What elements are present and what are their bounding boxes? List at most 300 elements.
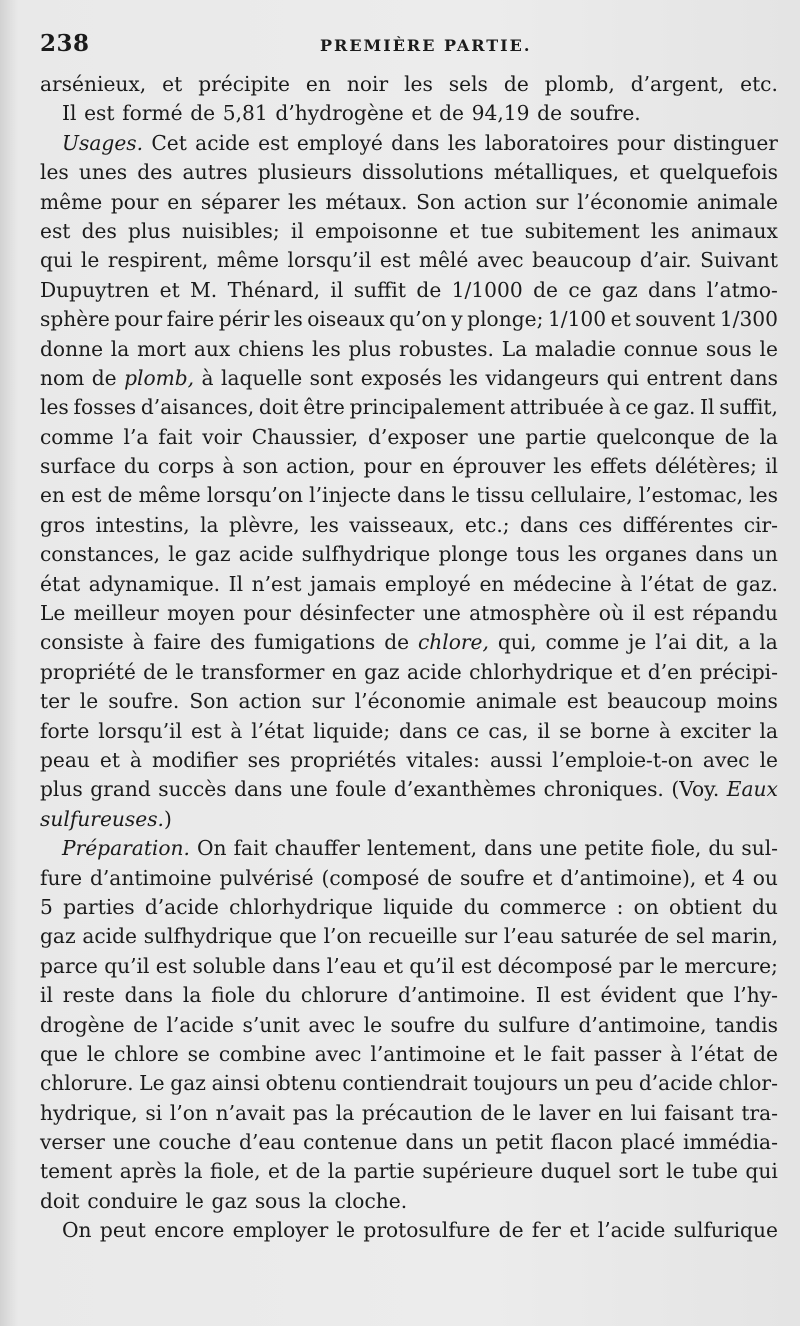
word: vaisseaux, (349, 512, 455, 537)
word: est (379, 248, 411, 273)
word: pour (363, 454, 412, 479)
word: est (155, 953, 187, 978)
word: se (559, 718, 582, 743)
word: et (620, 659, 641, 684)
word: et (159, 277, 180, 302)
word: cir- (743, 512, 778, 537)
word: même (138, 483, 201, 508)
word: sels (448, 72, 488, 96)
text-line (40, 393, 778, 422)
word: Cet (151, 130, 187, 155)
word: tube (691, 1159, 738, 1184)
word: plonge; (467, 307, 544, 332)
text-line (40, 834, 778, 863)
text-line (40, 628, 778, 657)
word: supérieure (422, 1159, 534, 1184)
word: en (40, 483, 65, 508)
word: petit (495, 1130, 543, 1155)
word: commerce (499, 894, 607, 919)
word: acide (195, 130, 250, 155)
word: un (461, 1130, 488, 1155)
word: doit (40, 1188, 80, 1213)
text-line (40, 1128, 778, 1157)
word: à (129, 747, 142, 772)
word: de (427, 865, 453, 890)
word: exciter (679, 718, 751, 743)
word: sphère (40, 307, 110, 332)
word: le (659, 953, 679, 978)
word: avec (314, 1041, 362, 1066)
word: duquel (540, 1159, 611, 1184)
word: à (230, 718, 243, 743)
word: éprouver (452, 454, 546, 479)
word: en (305, 72, 331, 96)
word: distinguer (673, 130, 778, 155)
word: acide (238, 542, 294, 567)
word: à (670, 1041, 683, 1066)
word: Eaux (726, 777, 778, 802)
word: ses (247, 747, 281, 772)
word: Il (62, 101, 77, 126)
word: gaz. (735, 571, 778, 596)
word: je (628, 630, 647, 655)
word: son (242, 454, 278, 479)
word: de (107, 483, 133, 508)
word: formé (122, 101, 183, 126)
word: qui, (497, 630, 537, 655)
word: liquide (383, 894, 454, 919)
word: empoisonne (314, 218, 439, 243)
word: fait (550, 1041, 585, 1066)
word: dissolutions (361, 160, 484, 185)
word: borne (590, 718, 651, 743)
word: l’emploie-t-on (552, 747, 693, 772)
word: le (185, 1188, 204, 1213)
word: pour (114, 307, 163, 332)
word: le (79, 689, 99, 714)
word: attribuée (509, 395, 604, 420)
word: employé (384, 571, 471, 596)
word: nuisibles; (181, 218, 280, 243)
word: les (650, 218, 680, 243)
word: (composé (321, 865, 420, 890)
body-text (40, 70, 778, 1246)
word: verser (40, 1130, 105, 1155)
word: La (501, 336, 528, 361)
word: à (620, 571, 633, 596)
word: sous (705, 336, 752, 361)
word: dans (648, 277, 697, 302)
word: tra- (741, 1100, 778, 1125)
word: suffit, (719, 395, 778, 420)
word: soufre. (569, 101, 641, 126)
word: le (512, 1100, 532, 1125)
word: le (336, 1218, 356, 1243)
word: et (629, 160, 650, 185)
word: protosulfure (363, 1218, 491, 1243)
word: corps (157, 454, 215, 479)
text-line (40, 276, 778, 305)
word: être (303, 395, 345, 420)
word: cas, (488, 718, 529, 743)
word: etc.; (465, 512, 510, 537)
word: les (449, 365, 479, 390)
word: subitement (524, 218, 640, 243)
word: médecine (512, 571, 612, 596)
word: Chaussier, (251, 424, 359, 449)
text-line (40, 364, 778, 393)
word: évident (600, 983, 677, 1008)
word: dans (484, 836, 533, 861)
word: 1/300 (719, 307, 778, 332)
word: dans (729, 365, 778, 390)
word: ce (456, 718, 480, 743)
word: respirent, (107, 248, 209, 273)
word: jamais (310, 571, 377, 596)
word: gaz. (653, 395, 696, 420)
word: le (666, 1159, 685, 1184)
word: d’antimoine), (560, 865, 697, 890)
word: les (310, 512, 339, 537)
word: acide (407, 659, 462, 684)
word: la (759, 630, 778, 655)
word: l’on (323, 924, 362, 949)
word: acide (82, 924, 137, 949)
word: sul- (741, 836, 778, 861)
word: de (644, 924, 670, 949)
word: gaz (194, 542, 231, 567)
word: pulvérisé (219, 865, 314, 890)
word: beaucoup (607, 689, 707, 714)
word: métaux. (325, 189, 408, 214)
text-line (40, 481, 778, 510)
word: précipi- (699, 659, 778, 684)
text-line (40, 687, 778, 716)
word: plonge (438, 542, 508, 567)
word: d’argent, (630, 72, 725, 96)
word: encore (154, 1218, 225, 1243)
word: le (451, 483, 470, 508)
word: séparer (200, 189, 280, 214)
word: laboratoires (484, 130, 609, 155)
word: succès (158, 777, 227, 802)
word: employer (232, 1218, 329, 1243)
word: précaution (361, 1100, 473, 1125)
word: les (568, 542, 597, 567)
word: dans (391, 130, 440, 155)
word: d’air. (639, 248, 692, 273)
word: est (258, 130, 289, 155)
word: : (616, 894, 624, 919)
word: de (190, 101, 216, 126)
word: moins (716, 689, 778, 714)
word: ainsi (211, 1071, 260, 1096)
text-line (40, 893, 778, 922)
word: marin, (711, 924, 778, 949)
word: même (40, 189, 103, 214)
word: soufre (390, 1012, 456, 1037)
page-number: 238 (40, 30, 90, 57)
word: une (477, 424, 516, 449)
word: les (40, 395, 69, 420)
word: dans (234, 777, 283, 802)
word: fiole, (650, 836, 702, 861)
word: l’hy- (733, 983, 778, 1008)
word: passer (593, 1041, 662, 1066)
word: pour (617, 130, 665, 155)
text-line (40, 335, 778, 364)
text-line (40, 423, 778, 452)
word: hydrique, (40, 1100, 138, 1125)
text-line (40, 1069, 778, 1098)
word: peau (40, 747, 90, 772)
word: arsénieux, (40, 72, 147, 96)
word: avec (476, 248, 524, 273)
word: en (419, 454, 445, 479)
word: est (40, 218, 71, 243)
word: la (200, 512, 219, 537)
word: etc. (740, 72, 778, 96)
word: l’acide (166, 1012, 234, 1037)
word: qu’il (409, 953, 455, 978)
word: donne (40, 336, 104, 361)
word: d’hydrogène (275, 101, 404, 126)
word: contiendrait (342, 1071, 468, 1096)
text-line (40, 775, 778, 804)
word: d’aisances, (140, 395, 255, 420)
word: le (80, 248, 100, 273)
word: forte (40, 718, 90, 743)
word: que (279, 924, 317, 949)
word: d’eau (239, 1130, 296, 1155)
word: chlore, (417, 630, 489, 655)
word: est (566, 689, 598, 714)
word: un (751, 542, 778, 567)
word: tandis (715, 1012, 778, 1037)
word: doit (258, 395, 299, 420)
word: différentes (622, 512, 734, 537)
word: les (311, 336, 341, 361)
word: les (553, 454, 583, 479)
word: l’acide (597, 1218, 666, 1243)
word: mort (137, 336, 187, 361)
word: de (295, 1159, 321, 1184)
word: Le (139, 1071, 165, 1096)
word: en (167, 189, 193, 214)
word: de (702, 571, 728, 596)
word: des (137, 160, 173, 185)
word: comme (545, 630, 620, 655)
word: à (201, 365, 214, 390)
word: même (216, 248, 279, 273)
word: l’état (251, 718, 305, 743)
text-line (40, 1216, 778, 1245)
text-line (40, 1099, 778, 1128)
word: intestins, (95, 512, 190, 537)
word: saturée (560, 924, 638, 949)
word: unes (78, 160, 128, 185)
word: principalement (349, 395, 505, 420)
word: tement (40, 1159, 113, 1184)
word: lui (630, 1100, 657, 1125)
word: les (40, 160, 69, 185)
text-line (40, 217, 778, 246)
word: à (132, 630, 145, 655)
word: soufre (459, 865, 525, 890)
word: On (62, 1218, 92, 1243)
word: qu’il (104, 953, 150, 978)
text-line (40, 922, 778, 951)
word: de (724, 424, 750, 449)
word: qu’on (389, 307, 447, 332)
word: lorsqu’il (287, 248, 372, 273)
text-line (40, 1187, 778, 1216)
word: du (752, 894, 778, 919)
word: placé (620, 1130, 676, 1155)
word: ce (568, 277, 592, 302)
word: il (290, 218, 304, 243)
word: est (560, 983, 591, 1008)
word: les (404, 72, 433, 96)
word: plomb, (544, 72, 615, 96)
word: les (273, 307, 303, 332)
word: Usages. (62, 130, 144, 155)
word: une (112, 1130, 151, 1155)
word: le (175, 659, 194, 684)
text-line (40, 805, 778, 834)
word: y (451, 307, 463, 332)
word: des (210, 630, 246, 655)
word: et (382, 953, 403, 978)
word: surface (40, 454, 116, 479)
word: est (190, 718, 222, 743)
word: sort (618, 1159, 659, 1184)
word: d’antimoine (89, 865, 212, 890)
word: l’ai (655, 630, 687, 655)
word: est (653, 601, 685, 626)
word: n’avait (215, 1100, 286, 1125)
word: partie (525, 424, 587, 449)
word: sur (311, 689, 345, 714)
text-line (40, 864, 778, 893)
word: l’estomac, (638, 483, 744, 508)
word: lorsqu’il (98, 718, 183, 743)
word: d’exanthèmes (393, 777, 537, 802)
word: tous (516, 542, 560, 567)
word: à (608, 395, 621, 420)
text-line (40, 1011, 778, 1040)
word: fer (531, 1218, 561, 1243)
running-head: PREMIÈRE PARTIE. (320, 36, 532, 55)
word: que (40, 1041, 78, 1066)
word: grand (90, 777, 151, 802)
word: (Voy. (671, 777, 720, 802)
word: se (187, 1041, 210, 1066)
word: combine (218, 1041, 306, 1066)
word: après (119, 1159, 177, 1184)
word: pour (110, 189, 159, 214)
word: chlore (114, 1041, 179, 1066)
word: précipite (198, 72, 290, 96)
word: et (494, 1041, 515, 1066)
word: animale (696, 189, 778, 214)
word: ces (578, 512, 613, 537)
word: vidangeurs (485, 365, 600, 390)
word: avec (702, 747, 750, 772)
word: en (479, 571, 505, 596)
text-line (40, 746, 778, 775)
word: sous (254, 1188, 301, 1213)
word: Le (40, 601, 66, 626)
text-line (40, 511, 778, 540)
word: adynamique. (88, 571, 221, 596)
word: où (598, 601, 624, 626)
word: Il (228, 571, 244, 596)
word: de (533, 277, 558, 302)
word: et (411, 101, 432, 126)
word: les (749, 483, 778, 508)
word: 1/1000 (451, 277, 523, 302)
word: fure (40, 865, 83, 890)
word: dans (397, 483, 446, 508)
word: Son (189, 689, 229, 714)
word: cloche. (334, 1188, 408, 1213)
word: de (480, 1100, 506, 1125)
word: robustes. (398, 336, 494, 361)
word: l’état (691, 1041, 745, 1066)
word: sulfhydrique (301, 542, 431, 567)
word: gaz (40, 924, 76, 949)
text-line (40, 452, 778, 481)
word: et (162, 72, 183, 96)
word: Il (700, 395, 715, 420)
word: tissu (476, 483, 525, 508)
word: plus (348, 336, 392, 361)
word: chiens (238, 336, 305, 361)
word: gaz (364, 659, 400, 684)
word: lorsqu’on (206, 483, 303, 508)
word: de (439, 101, 464, 126)
word: il (537, 718, 551, 743)
word: reste (62, 983, 115, 1008)
word: de (143, 659, 169, 684)
word: foule (335, 777, 387, 802)
word: il (40, 983, 53, 1008)
word: plomb, (124, 365, 195, 390)
word: action, (286, 454, 356, 479)
word: d’en (647, 659, 693, 684)
word: la (182, 983, 202, 1008)
word: la (184, 1159, 203, 1184)
word: à (658, 718, 671, 743)
word: la (308, 1188, 327, 1213)
word: fumigations (254, 630, 376, 655)
word: mêlé (418, 248, 469, 273)
word: faire (166, 307, 215, 332)
word: M. (190, 277, 218, 302)
word: sur (535, 189, 569, 214)
word: souvent (635, 307, 716, 332)
word: de (537, 101, 563, 126)
word: nom (40, 365, 85, 390)
word: noir (346, 72, 389, 96)
word: l’économie (577, 189, 689, 214)
word: d’acide (638, 1071, 713, 1096)
word: et (532, 865, 553, 890)
word: gaz (602, 277, 638, 302)
word: cellulaire, (530, 483, 633, 508)
word: s’unit (242, 1012, 300, 1037)
